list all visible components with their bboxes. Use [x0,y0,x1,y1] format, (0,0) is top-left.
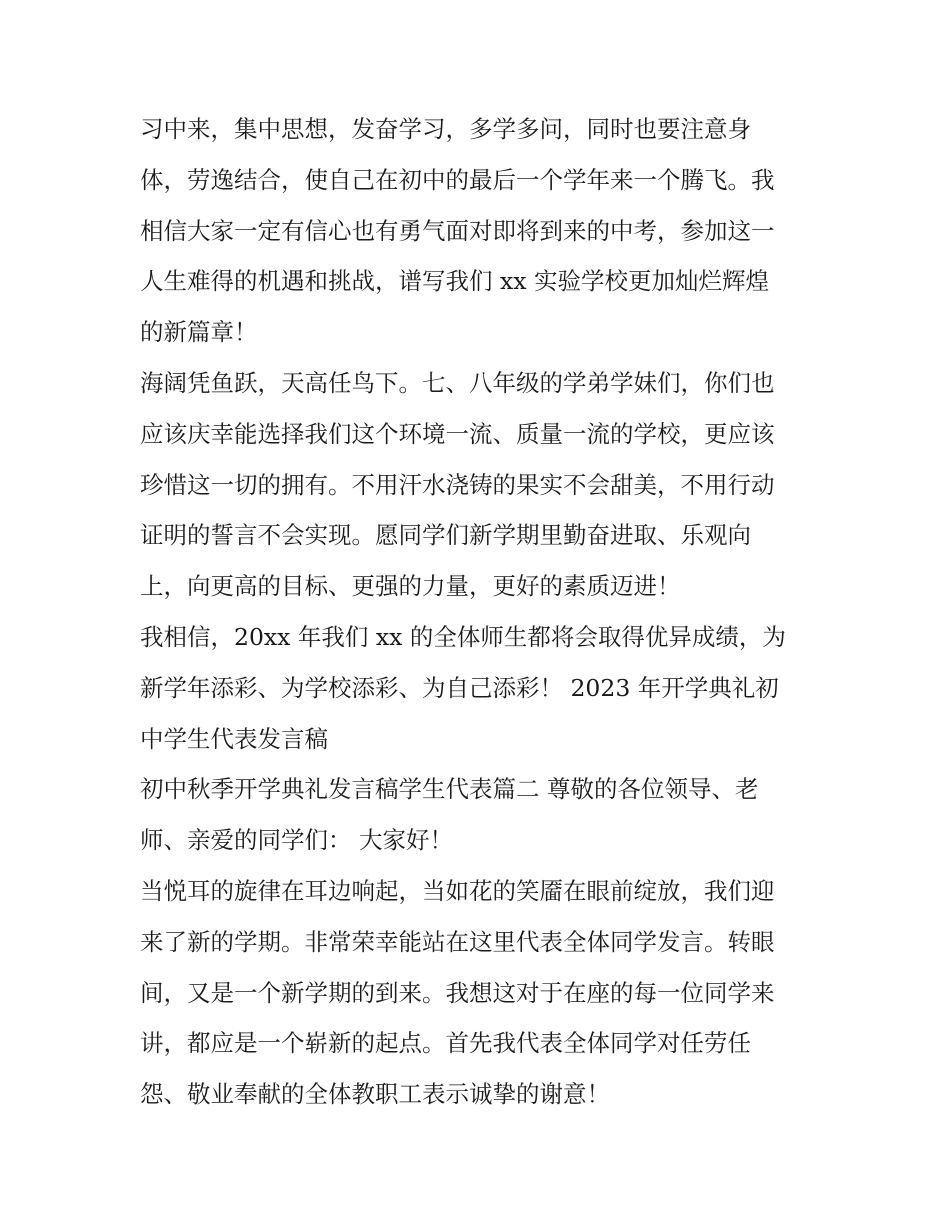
text-line: 我相信，20xx 年我们 xx 的全体师生都将会取得优异成绩，为 [140,622,786,651]
document-body [140,104,820,1120]
text-line: 人生难得的机遇和挑战，谱写我们 xx 实验学校更加灿烂辉煌 [140,267,769,296]
text-line: 相信大家一定有信心也有勇气面对即将到来的中考，参加这一 [140,216,775,245]
text-line: 海阔凭鱼跃，天高任鸟下。七、八年级的学弟学妹们，你们也 [140,368,775,397]
text-line: 体，劳逸结合，使自己在初中的最后一个学年来一个腾飞。我 [140,165,775,194]
text-line: 的新篇章！ [140,318,258,347]
text-line: 间，又是一个新学期的到来。我想这对于在座的每一位同学来 [140,978,775,1007]
text-line: 初中秋季开学典礼发言稿学生代表篇二 尊敬的各位领导、老 [140,775,759,804]
text-line: 来了新的学期。非常荣幸能站在这里代表全体同学发言。转眼 [140,927,775,956]
text-line: 习中来，集中思想，发奋学习，多学多问，同时也要注意身 [140,115,751,143]
text-line: 师、亲爱的同学们： 大家好！ [140,826,453,855]
text-line: 中学生代表发言稿 [140,724,328,753]
text-line: 当悦耳的旋律在耳边响起，当如花的笑靥在眼前绽放，我们迎 [140,876,775,905]
text-line: 怨、敬业奉献的全体教职工表示诚挚的谢意！ [140,1080,610,1109]
text-line: 珍惜这一切的拥有。不用汗水浇铸的果实不会甜美，不用行动 [140,470,775,499]
text-line: 新学年添彩、为学校添彩、为自己添彩！ 2023 年开学典礼初 [140,673,779,702]
text-line: 上，向更高的目标、更强的力量，更好的素质迈进！ [140,572,681,601]
text-line: 证明的誓言不会实现。愿同学们新学期里勤奋进取、乐观向 [140,521,751,550]
text-line: 应该庆幸能选择我们这个环境一流、质量一流的学校，更应该 [140,419,775,448]
text-line: 讲，都应是一个崭新的起点。首先我代表全体同学对任劳任 [140,1029,751,1058]
